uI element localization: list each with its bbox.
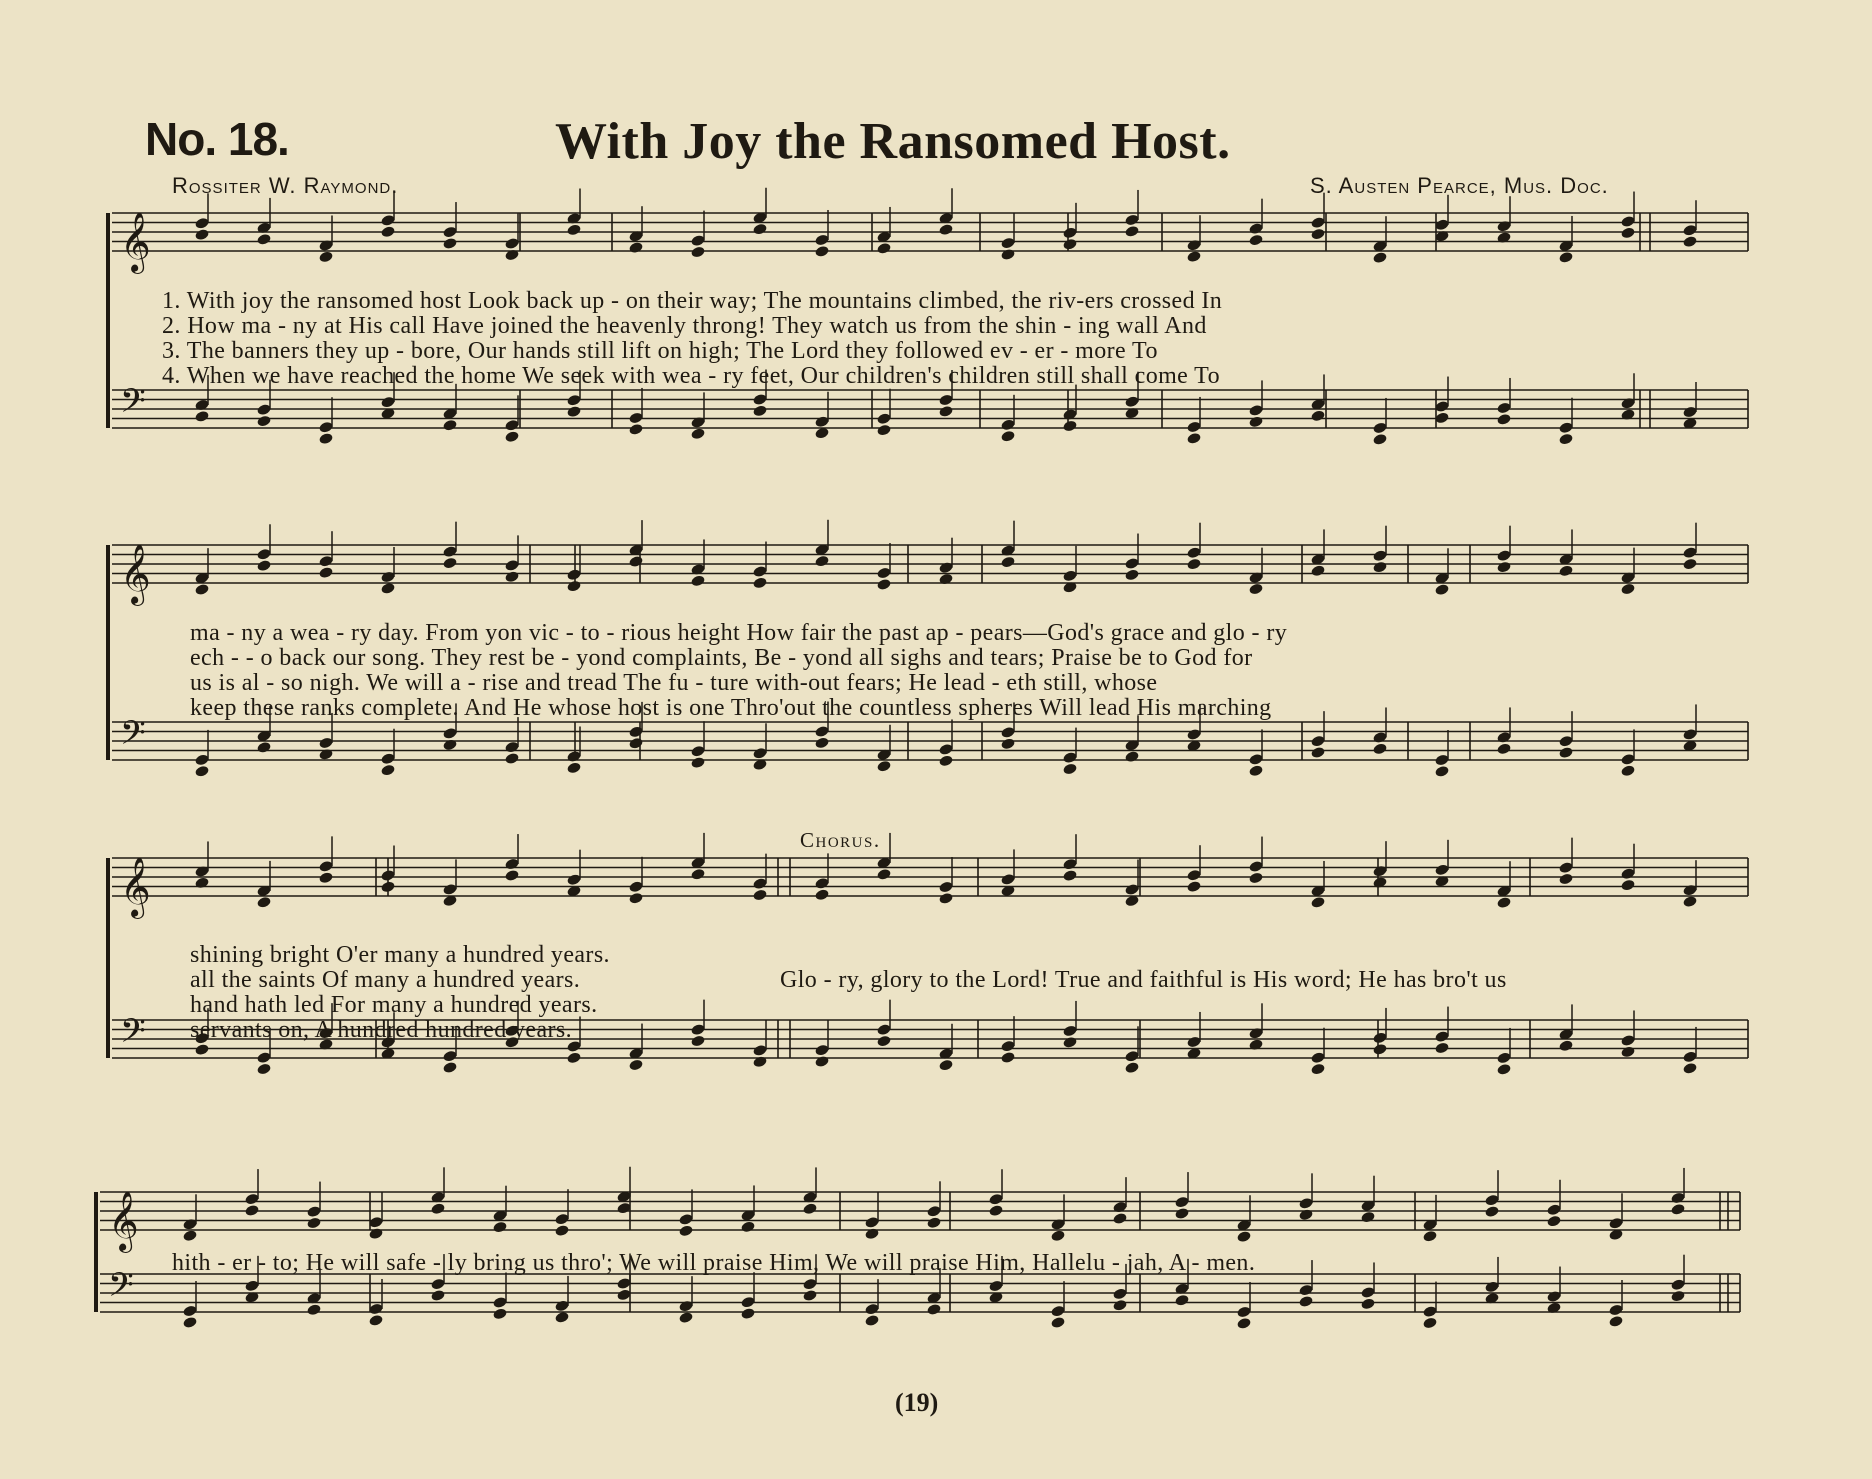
notehead bbox=[1062, 419, 1077, 432]
notehead bbox=[926, 1303, 941, 1316]
notehead bbox=[628, 1058, 643, 1071]
notehead bbox=[802, 1289, 817, 1302]
notehead bbox=[566, 223, 581, 236]
notehead bbox=[1186, 250, 1201, 263]
treble-clef-icon: 𝄞 bbox=[108, 1191, 139, 1251]
notehead bbox=[1000, 737, 1015, 750]
notehead bbox=[1248, 764, 1263, 777]
notehead bbox=[1124, 568, 1139, 581]
notehead bbox=[628, 423, 643, 436]
notehead bbox=[1174, 1207, 1189, 1220]
notehead bbox=[256, 559, 271, 572]
notehead bbox=[1620, 1045, 1635, 1058]
notehead bbox=[194, 228, 209, 241]
notehead bbox=[430, 1289, 445, 1302]
notehead bbox=[194, 765, 209, 778]
notehead bbox=[1422, 1316, 1437, 1329]
author-credit: Rossiter W. Raymond. bbox=[172, 173, 399, 198]
notehead bbox=[1372, 433, 1387, 446]
notehead bbox=[678, 1224, 693, 1237]
notehead bbox=[1620, 764, 1635, 777]
notehead bbox=[938, 1059, 953, 1072]
notehead bbox=[1000, 248, 1015, 261]
notehead bbox=[1112, 1299, 1127, 1312]
notehead bbox=[1620, 226, 1635, 239]
notehead bbox=[740, 1307, 755, 1320]
chorus-lyric-line-1: Glo - ry, glory to the Lord! True and faithful is His word; He has bro't us bbox=[780, 967, 1507, 993]
notehead bbox=[1434, 765, 1449, 778]
notehead bbox=[1372, 742, 1387, 755]
lyric-verse-4-line-3: servants on, A hundred hundred years. bbox=[190, 1017, 573, 1043]
notehead bbox=[504, 752, 519, 765]
notehead bbox=[442, 557, 457, 570]
notehead bbox=[814, 555, 829, 568]
bass-clef-icon: 𝄢 bbox=[120, 1012, 146, 1059]
notehead bbox=[876, 242, 891, 255]
notehead bbox=[1310, 409, 1325, 422]
notehead bbox=[876, 760, 891, 773]
notehead bbox=[752, 404, 767, 417]
notehead bbox=[690, 245, 705, 258]
notehead bbox=[1496, 896, 1511, 909]
notehead bbox=[1372, 251, 1387, 264]
notehead bbox=[194, 1043, 209, 1056]
notehead bbox=[318, 250, 333, 263]
page-number: (19) bbox=[895, 1388, 939, 1417]
notehead bbox=[430, 1202, 445, 1215]
chorus-lyric-line-2: hith - er - to; He will safe - ly bring us thro'; We will praise Him, We will praise Him, Hallelu - jah, A - men. bbox=[172, 1250, 1256, 1276]
notehead bbox=[690, 756, 705, 769]
notehead bbox=[988, 1204, 1003, 1217]
notehead bbox=[1186, 432, 1201, 445]
notehead bbox=[802, 1202, 817, 1215]
notehead bbox=[1608, 1315, 1623, 1328]
notehead bbox=[318, 871, 333, 884]
notehead bbox=[1124, 1061, 1139, 1074]
notehead bbox=[1174, 1294, 1189, 1307]
notehead bbox=[1372, 561, 1387, 574]
notehead bbox=[1682, 1062, 1697, 1075]
notehead bbox=[194, 410, 209, 423]
notehead bbox=[752, 223, 767, 236]
notehead bbox=[1248, 871, 1263, 884]
notehead bbox=[1236, 1317, 1251, 1330]
notehead bbox=[442, 237, 457, 250]
notehead bbox=[256, 415, 271, 428]
lyric-verse-2-line-2: ech - - o back our song. They rest be - yond complaints, Be - yond all sighs and tears; Praise be to God for bbox=[190, 645, 1253, 671]
notehead bbox=[876, 578, 891, 591]
notehead bbox=[566, 580, 581, 593]
notehead bbox=[628, 737, 643, 750]
notehead bbox=[678, 1311, 693, 1324]
notehead bbox=[876, 1035, 891, 1048]
notehead bbox=[182, 1229, 197, 1242]
notehead bbox=[1558, 1039, 1573, 1052]
notehead bbox=[318, 432, 333, 445]
notehead bbox=[380, 880, 395, 893]
notehead bbox=[1558, 872, 1573, 885]
notehead bbox=[1496, 742, 1511, 755]
notehead bbox=[1558, 564, 1573, 577]
notehead bbox=[380, 582, 395, 595]
bass-clef-icon: 𝄢 bbox=[120, 714, 146, 761]
notehead bbox=[1062, 1036, 1077, 1049]
notehead bbox=[690, 427, 705, 440]
notehead bbox=[566, 761, 581, 774]
notehead bbox=[814, 1055, 829, 1068]
notehead bbox=[1124, 750, 1139, 763]
lyric-verse-4-line-2: keep these ranks complete. And He whose host is one Thro'out the countless spheres Will lead His marching bbox=[190, 695, 1272, 721]
notehead bbox=[814, 736, 829, 749]
notehead bbox=[1050, 1229, 1065, 1242]
notehead bbox=[690, 868, 705, 881]
notehead bbox=[1682, 235, 1697, 248]
notehead bbox=[1360, 1211, 1375, 1224]
notehead bbox=[938, 405, 953, 418]
lyric-verse-2-line-3: all the saints Of many a hundred years. bbox=[190, 967, 581, 993]
notehead bbox=[1186, 880, 1201, 893]
lyric-verse-3-line-1: 3. The banners they up - bore, Our hands still lift on high; The Lord they followed ev - er - more To bbox=[162, 338, 1158, 364]
treble-clef-icon: 𝄞 bbox=[120, 857, 151, 917]
lyric-verse-1-line-2: ma - ny a wea - ry day. From yon vic - to - rious height How fair the past ap - pears—God's grace and glo - ry bbox=[190, 620, 1288, 646]
notehead bbox=[1620, 879, 1635, 892]
notehead bbox=[864, 1314, 879, 1327]
notehead bbox=[256, 233, 271, 246]
notehead bbox=[256, 741, 271, 754]
notehead bbox=[318, 566, 333, 579]
hymn-number: No. 18. bbox=[145, 113, 289, 165]
notehead bbox=[244, 1204, 259, 1217]
notehead bbox=[690, 1034, 705, 1047]
notehead bbox=[306, 1216, 321, 1229]
notehead bbox=[182, 1316, 197, 1329]
notehead bbox=[492, 1307, 507, 1320]
notehead bbox=[1484, 1205, 1499, 1218]
notehead bbox=[504, 430, 519, 443]
notehead bbox=[194, 876, 209, 889]
notehead bbox=[876, 868, 891, 881]
notehead bbox=[504, 869, 519, 882]
lyric-verse-1-line-1: 1. With joy the ransomed host Look back up - on their way; The mountains climbed, the riv-ers crossed In bbox=[162, 288, 1223, 314]
notehead bbox=[1372, 1043, 1387, 1056]
notehead bbox=[1496, 561, 1511, 574]
notehead bbox=[1670, 1203, 1685, 1216]
notehead bbox=[690, 574, 705, 587]
notehead bbox=[1000, 556, 1015, 569]
notehead bbox=[1670, 1290, 1685, 1303]
notehead bbox=[306, 1303, 321, 1316]
notehead bbox=[752, 576, 767, 589]
notehead bbox=[1050, 1316, 1065, 1329]
notehead bbox=[442, 419, 457, 432]
notehead bbox=[1310, 896, 1325, 909]
notehead bbox=[1112, 1212, 1127, 1225]
notehead bbox=[1558, 746, 1573, 759]
notehead bbox=[1062, 869, 1077, 882]
notehead bbox=[1682, 895, 1697, 908]
notehead bbox=[380, 764, 395, 777]
notehead bbox=[566, 405, 581, 418]
notehead bbox=[628, 892, 643, 905]
notehead bbox=[1310, 228, 1325, 241]
bass-clef-icon: 𝄢 bbox=[108, 1266, 134, 1313]
hymn-title: With Joy the Ransomed Host. bbox=[555, 113, 1231, 170]
lyric-verse-2-line-1: 2. How ma - ny at His call Have joined the heavenly throng! They watch us from the shin - ing wall And bbox=[162, 313, 1207, 339]
notehead bbox=[1434, 1041, 1449, 1054]
treble-clef-icon: 𝄞 bbox=[120, 544, 151, 604]
notehead bbox=[1434, 583, 1449, 596]
notehead bbox=[1062, 762, 1077, 775]
chorus-label: Chorus. bbox=[800, 828, 881, 852]
notehead bbox=[1546, 1215, 1561, 1228]
bass-clef-icon: 𝄢 bbox=[120, 382, 146, 429]
notehead bbox=[876, 424, 891, 437]
notehead bbox=[1558, 433, 1573, 446]
notehead bbox=[938, 892, 953, 905]
notehead bbox=[1298, 1295, 1313, 1308]
notehead bbox=[380, 225, 395, 238]
notehead bbox=[1422, 1230, 1437, 1243]
notehead bbox=[1248, 234, 1263, 247]
notehead bbox=[1248, 415, 1263, 428]
notehead bbox=[194, 583, 209, 596]
notehead bbox=[1310, 564, 1325, 577]
lyric-verse-3-line-2: us is al - so nigh. We will a - rise and tread The fu - ture with-out fears; He lead - eth still, whose bbox=[190, 670, 1158, 696]
lyric-verse-3-line-3: hand hath led For many a hundred years. bbox=[190, 992, 598, 1018]
notehead bbox=[1186, 558, 1201, 571]
notehead bbox=[492, 1221, 507, 1234]
notehead bbox=[752, 888, 767, 901]
notehead bbox=[1558, 251, 1573, 264]
notehead bbox=[554, 1224, 569, 1237]
lyric-verse-4-line-1: 4. When we have reached the home We seek with wea - ry feet, Our children's children still shall come To bbox=[162, 363, 1220, 389]
notehead bbox=[1496, 1063, 1511, 1076]
notehead bbox=[1310, 1063, 1325, 1076]
notehead bbox=[1000, 430, 1015, 443]
notehead bbox=[1682, 558, 1697, 571]
notehead bbox=[442, 1061, 457, 1074]
notehead bbox=[628, 241, 643, 254]
notehead bbox=[256, 896, 271, 909]
notehead bbox=[1360, 1297, 1375, 1310]
notehead bbox=[1310, 746, 1325, 759]
notehead bbox=[740, 1220, 755, 1233]
composer-credit: S. Austen Pearce, Mus. Doc. bbox=[1310, 173, 1609, 198]
notehead bbox=[814, 888, 829, 901]
notehead bbox=[1298, 1208, 1313, 1221]
notehead bbox=[1000, 1051, 1015, 1064]
notehead bbox=[566, 1051, 581, 1064]
notehead bbox=[814, 245, 829, 258]
notehead bbox=[628, 555, 643, 568]
notehead bbox=[1620, 582, 1635, 595]
lyric-verse-1-line-3: shining bright O'er many a hundred years. bbox=[190, 942, 610, 968]
notehead bbox=[504, 570, 519, 583]
notehead bbox=[1236, 1230, 1251, 1243]
notehead bbox=[1496, 413, 1511, 426]
notehead bbox=[938, 223, 953, 236]
notehead bbox=[1124, 225, 1139, 238]
notehead bbox=[926, 1216, 941, 1229]
notehead bbox=[1248, 582, 1263, 595]
notehead bbox=[256, 1063, 271, 1076]
notehead bbox=[1062, 238, 1077, 251]
notehead bbox=[368, 1314, 383, 1327]
treble-clef-icon: 𝄞 bbox=[120, 212, 151, 272]
notehead bbox=[938, 754, 953, 767]
